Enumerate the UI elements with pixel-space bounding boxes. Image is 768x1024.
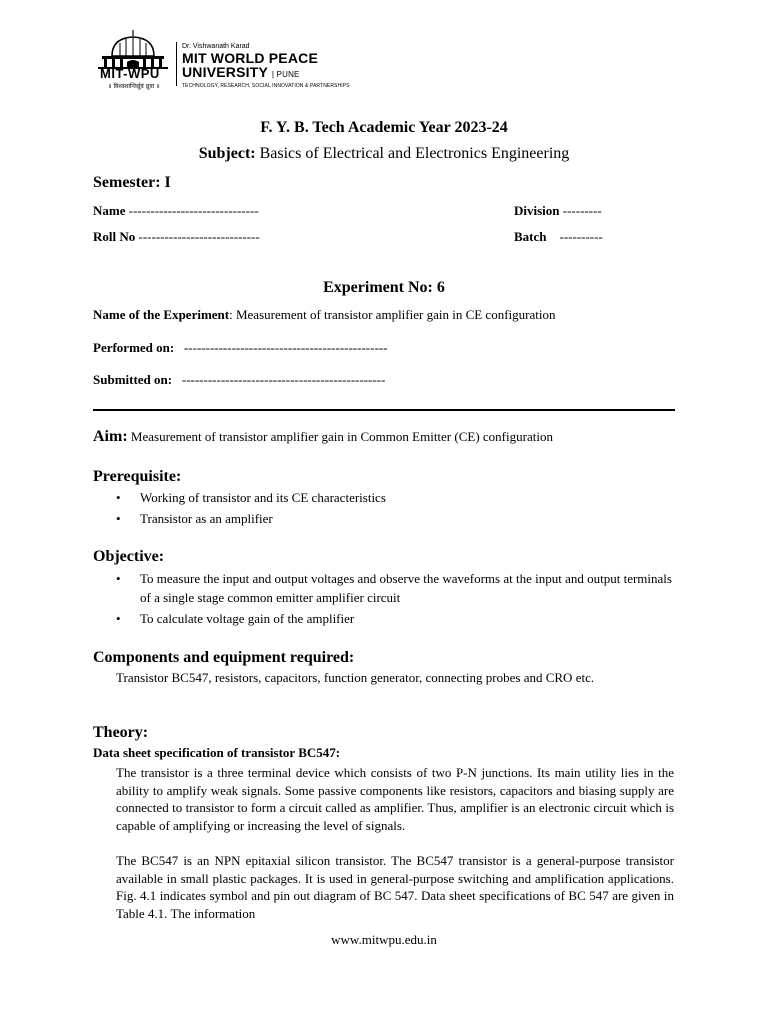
theory-heading: Theory: — [93, 724, 149, 741]
theory-paragraph-2: The BC547 is an NPN epitaxial silicon transistor. The BC547 transistor is a general-purpose transistor available in small plastic packages. It is used in general-purpose switching and amplification applications. Fig. 4.1 indicates symbol and pin out diagram of BC 547. Data sheet specifications of BC 547 are given in Table 4.1. The information — [116, 853, 674, 921]
subject-label: Subject: — [198, 145, 256, 162]
name-label: Name — [93, 203, 126, 218]
division-label: Division — [514, 203, 560, 218]
experiment-number: Experiment No: 6 — [323, 279, 445, 296]
experiment-name-label: Name of the Experiment — [93, 307, 230, 322]
campus-label: | PUNE — [271, 70, 300, 79]
theory-subheading: Data sheet specification of transistor BC547: — [93, 745, 341, 760]
batch-line: ---------- — [546, 229, 603, 244]
performed-on-line: ----------------------------------------------- — [174, 340, 388, 355]
subject-line — [0, 145, 768, 163]
submitted-on-field — [93, 372, 385, 388]
name-field — [93, 203, 259, 219]
list-item: • Transistor as an amplifier — [116, 509, 676, 528]
components-text: Transistor BC547, resistors, capacitors, function generator, connecting probes and CRO etc. — [116, 670, 595, 685]
university-tagline: TECHNOLOGY, RESEARCH, SOCIAL INNOVATION & PARTNERSHIPS — [182, 83, 350, 89]
list-item: • Working of transistor and its CE characteristics — [116, 488, 676, 507]
division-line: --------- — [559, 203, 602, 218]
university-name-line2 — [182, 65, 350, 82]
footer-url[interactable]: www.mitwpu.edu.in — [331, 932, 437, 947]
rollno-label: Roll No — [93, 229, 136, 244]
university-name-block — [182, 42, 350, 90]
university-name-text: UNIVERSITY — [182, 64, 268, 80]
logo-motto: ॥ विश्वशान्तिर्ध्रुवं ध्रुवा ॥ — [108, 83, 160, 90]
experiment-name — [93, 307, 555, 323]
logo-divider — [176, 42, 177, 86]
batch-field — [514, 229, 603, 245]
performed-on-field — [93, 340, 387, 356]
semester-heading: Semester: I — [93, 174, 171, 191]
submitted-on-label: Submitted on: — [93, 372, 173, 387]
theory-paragraph-1: The transistor is a three terminal device which consists of two P-N junctions. Its main utility lies in the ability to amplify weak signals. Some passive components like resistors, capacitors and biasing supply are connected to transistor to form a circuit called as amplifier. Thus, amplifier is an electronic circuit which is capable of amplifying or increasing the level of signals. — [116, 765, 674, 833]
subject-value: Basics of Electrical and Electronics Engineering — [255, 145, 570, 162]
experiment-name-value: : Measurement of transistor amplifier gain in CE configuration — [229, 307, 556, 322]
dome-logo-icon — [96, 30, 170, 70]
rollno-field — [93, 229, 260, 245]
prerequisite-list — [116, 488, 676, 530]
submitted-on-line: ----------------------------------------------- — [172, 372, 386, 387]
objective-heading: Objective: — [93, 548, 165, 565]
aim-label: Aim: — [93, 428, 128, 445]
aim-text: Measurement of transistor amplifier gain in Common Emitter (CE) configuration — [127, 429, 553, 444]
name-line: ------------------------------ — [125, 203, 259, 218]
list-item: • To calculate voltage gain of the amplifier — [116, 609, 676, 628]
performed-on-label: Performed on: — [93, 340, 175, 355]
list-item: • To measure the input and output voltages and observe the waveforms at the input and output terminals of a single stage common emitter amplifier circuit — [116, 569, 676, 607]
aim-line — [93, 428, 553, 446]
logo-short-name: MIT-WPU — [100, 66, 160, 81]
university-name-line1: MIT WORLD PEACE — [182, 50, 318, 66]
division-field — [514, 203, 602, 219]
rollno-line: ---------------------------- — [135, 229, 260, 244]
founder-name: Dr. Vishwanath Karad — [182, 43, 250, 50]
objective-list — [116, 569, 676, 630]
components-heading: Components and equipment required: — [93, 649, 355, 666]
academic-year-title: F. Y. B. Tech Academic Year 2023-24 — [260, 119, 508, 136]
horizontal-rule — [93, 409, 675, 411]
batch-label: Batch — [514, 229, 547, 244]
prerequisite-heading: Prerequisite: — [93, 468, 182, 485]
university-logo — [96, 30, 170, 90]
